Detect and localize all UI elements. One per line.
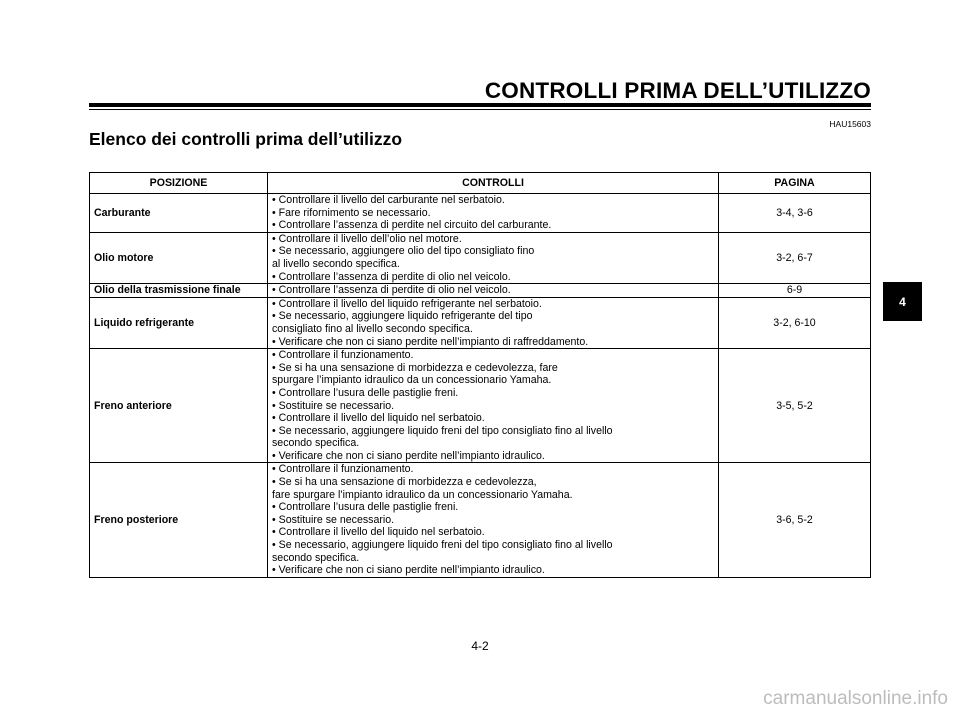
row-page: 3-4, 3-6: [719, 194, 871, 233]
row-page: 6-9: [719, 284, 871, 298]
row-checks: • Controllare l’assenza di perdite di olio nel veicolo.: [268, 284, 719, 298]
table-row: [90, 284, 871, 298]
table-row: [90, 232, 871, 283]
row-position: Freno anteriore: [90, 349, 268, 463]
column-header-checks: CONTROLLI: [268, 173, 719, 194]
checks-table: [89, 172, 871, 578]
table-row: [90, 194, 871, 233]
chapter-tab: 4: [883, 282, 922, 321]
row-page: 3-2, 6-7: [719, 232, 871, 283]
row-position: Freno posteriore: [90, 463, 268, 577]
row-checks: • Controllare il livello del carburante nel serbatoio. • Fare rifornimento se necessario. • Controllare l’assenza di perdite nel circuito del carburante.: [268, 194, 719, 233]
table-row: [90, 463, 871, 577]
column-header-page: PAGINA: [719, 173, 871, 194]
row-checks: • Controllare il funzionamento. • Se si ha una sensazione di morbidezza e cedevolezza, fare spurgare l’impianto idraulico da un concessionario Yamaha. • Controllare l’usura delle pastiglie freni. • Sostituire se necessario. • Controllare il livello del liquido nel serbatoio. • Se necessario, aggiungere liquido freni del tipo consigliato fino al livello secondo specifica. • Verificare che non ci siano perdite nell’impianto idraulico.: [268, 463, 719, 577]
table-row: [90, 297, 871, 348]
row-position: Carburante: [90, 194, 268, 233]
row-page: 3-6, 5-2: [719, 463, 871, 577]
document-code: HAU15603: [829, 119, 871, 129]
column-header-position: POSIZIONE: [90, 173, 268, 194]
row-checks: • Controllare il livello del liquido refrigerante nel serbatoio. • Se necessario, aggiungere liquido refrigerante del tipo consigliato fino al livello secondo specifica. • Verificare che non ci siano perdite nell’impianto di raffreddamento.: [268, 297, 719, 348]
chapter-title: CONTROLLI PRIMA DELL’UTILIZZO: [484, 78, 871, 103]
row-page: 3-5, 5-2: [719, 349, 871, 463]
table-row: [90, 349, 871, 463]
section-title: Elenco dei controlli prima dell’utilizzo: [89, 129, 403, 149]
row-checks: • Controllare il funzionamento. • Se si ha una sensazione di morbidezza e cedevolezza, fare spurgare l’impianto idraulico da un concessionario Yamaha. • Controllare l’usura delle pastiglie freni. • Sostituire se necessario. • Controllare il livello del liquido nel serbatoio. • Se necessario, aggiungere liquido freni del tipo consigliato fino al livello secondo specifica. • Verificare che non ci siano perdite nell’impianto idraulico.: [268, 349, 719, 463]
watermark: carmanualsonline.info: [763, 688, 948, 709]
row-position: Liquido refrigerante: [90, 297, 268, 348]
row-position: Olio motore: [90, 232, 268, 283]
row-checks: • Controllare il livello dell’olio nel motore. • Se necessario, aggiungere olio del tipo consigliato fino al livello secondo specifica. • Controllare l’assenza di perdite di olio nel veicolo.: [268, 232, 719, 283]
row-page: 3-2, 6-10: [719, 297, 871, 348]
header-rule-thin: [89, 109, 871, 110]
header-rule-thick: [89, 103, 871, 107]
table-header-row: [90, 173, 871, 194]
row-position: Olio della trasmissione finale: [90, 284, 268, 298]
page-number: 4-2: [471, 639, 489, 653]
